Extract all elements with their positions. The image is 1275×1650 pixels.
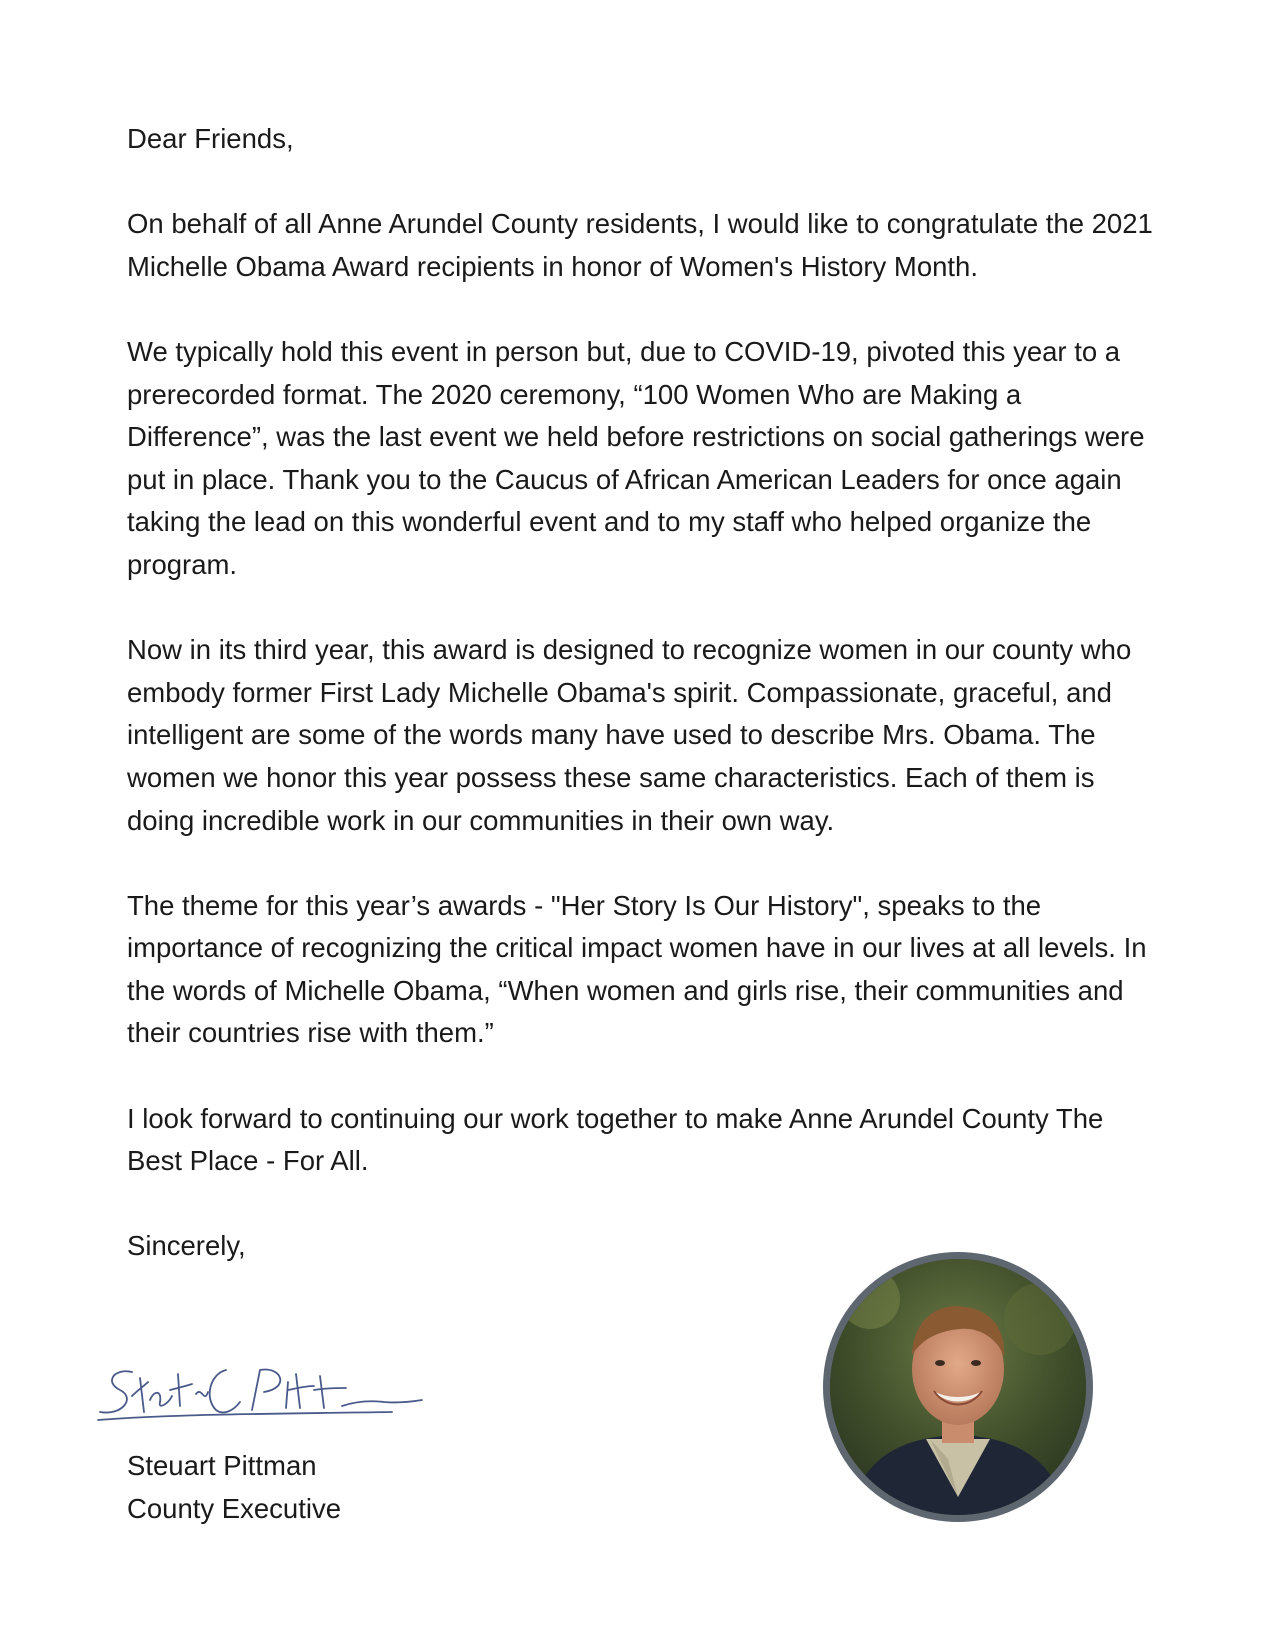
letter-paragraph-1: On behalf of all Anne Arundel County residents, I would like to congratulate the 2021 Michelle Obama Award recipients in honor of Women's History Month.: [127, 208, 1153, 282]
letter-greeting: Dear Friends,: [127, 123, 294, 154]
letter-paragraph-4: The theme for this year’s awards - "Her Story Is Our History", speaks to the importance of recognizing the critical impact women have in our lives at all levels. In the words of Michelle Obama, “When women and girls rise, their communities and their countries rise with them.”: [127, 889, 1147, 1049]
handwritten-signature: [92, 1360, 432, 1428]
letter-paragraph-2: We typically hold this event in person but, due to COVID-19, pivoted this year to a prerecorded format. The 2020 ceremony, “100 Women Who are Making a Difference”, was the last event we held before restrictions on social gatherings were put in place. Thank you to the Caucus of African American Leaders for once again taking the lead on this wonderful event and to my staff who helped organize the program.: [127, 335, 1145, 580]
portrait-illustration: [830, 1259, 1086, 1515]
signer-name: Steuart Pittman: [127, 1450, 317, 1481]
letter-closing: Sincerely,: [127, 1230, 246, 1262]
signature-graphic: [92, 1360, 432, 1428]
signer-block: [127, 1445, 341, 1530]
letter-body: [127, 118, 1157, 1311]
letter-paragraph-3: Now in its third year, this award is designed to recognize women in our county who embody former First Lady Michelle Obama's spirit. Compassionate, graceful, and intelligent are some of the words many have used to describe Mrs. Obama. The women we honor this year possess these same characteristics. Each of them is doing incredible work in our communities in their own way.: [127, 634, 1132, 836]
portrait-photo: [823, 1252, 1093, 1522]
signer-title: County Executive: [127, 1492, 341, 1524]
letter-paragraph-5: I look forward to continuing our work together to make Anne Arundel County The Best Place - For All.: [127, 1102, 1104, 1177]
